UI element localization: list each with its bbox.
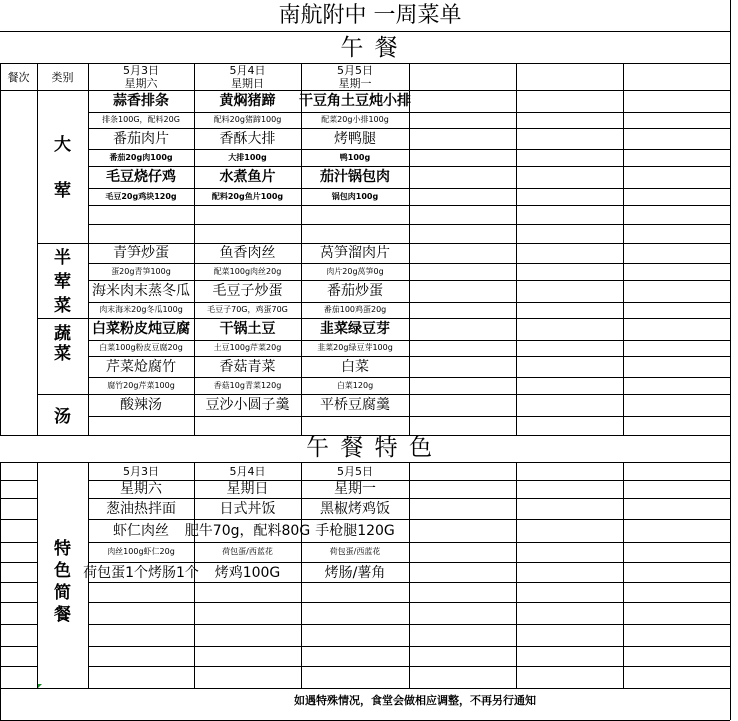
grid-line [37, 462, 38, 688]
grid-line [88, 542, 730, 543]
grid-line [88, 519, 730, 520]
menu-cell: 白菜粉皮炖豆腐 [92, 321, 190, 337]
category-column-header: 类别 [51, 70, 74, 84]
grid-line [88, 188, 730, 189]
grid-line [0, 519, 37, 520]
category-label: 餐 [54, 604, 71, 625]
grid-line [0, 646, 37, 647]
day-date: 5月3日 [123, 64, 159, 77]
grid-line [0, 90, 730, 91]
category-label: 荤 [54, 271, 71, 292]
grid-line [301, 63, 302, 435]
grid-line [37, 318, 88, 319]
menu-cell: 莴笋溜肉片 [320, 245, 390, 261]
menu-cell: 肥牛70g，配料80G [184, 522, 311, 539]
menu-cell: 酸辣汤 [120, 397, 162, 413]
menu-cell: 配料20g猪蹄100g [213, 115, 282, 124]
menu-cell: 荷包蛋/西蓝花 [222, 547, 273, 556]
grid-line [88, 624, 730, 625]
lunch-banner: 午 餐 [340, 34, 400, 61]
menu-cell: 鱼香肉丝 [219, 245, 276, 261]
grid-line [0, 602, 37, 603]
menu-cell: 韭菜绿豆芽 [320, 321, 390, 337]
grid-line [88, 356, 730, 357]
menu-cell: 手枪腿120G [315, 522, 395, 539]
grid-line [88, 394, 730, 395]
menu-cell: 肉片20g莴笋0g [326, 266, 384, 276]
menu-cell: 5月3日 [123, 465, 159, 478]
menu-cell: 星期日 [226, 481, 269, 497]
day-weekday: 星期日 [231, 77, 264, 90]
menu-cell: 肉末海米20g冬瓜100g [99, 305, 183, 314]
grid-line [37, 63, 38, 435]
menu-cell: 配料20g鱼片100g [211, 191, 284, 201]
menu-cell: 星期六 [120, 481, 162, 497]
grid-line [0, 63, 730, 64]
grid-line [88, 112, 730, 113]
menu-cell: 肉丝100g虾仁20g [107, 547, 175, 556]
menu-cell: 白菜100g粉皮豆腐20g [99, 343, 183, 352]
category-label: 色 [54, 560, 71, 581]
menu-cell: 黄焖猪蹄 [219, 93, 276, 109]
grid-line [0, 562, 37, 563]
grid-line [88, 224, 730, 225]
menu-cell: 干锅土豆 [219, 321, 276, 337]
grid-line [88, 166, 730, 167]
grid-line [0, 666, 37, 667]
category-label: 简 [54, 582, 71, 603]
menu-cell: 蛋20g青笋100g [111, 266, 171, 276]
special-banner: 午 餐 特 色 [306, 435, 434, 461]
grid-line [0, 582, 37, 583]
category-label: 荤 [54, 180, 71, 201]
menu-cell: 虾仁肉丝 [113, 522, 169, 539]
menu-cell: 5月4日 [229, 465, 266, 478]
menu-cell: 豆沙小圆子羹 [205, 397, 290, 413]
grid-line [301, 462, 302, 688]
menu-cell: 青笋炒蛋 [113, 245, 169, 261]
menu-cell: 烤鸡100G [214, 565, 281, 581]
menu-cell: 白菜120g [336, 380, 374, 390]
category-label: 菜 [54, 343, 71, 364]
grid-line [194, 462, 195, 688]
menu-cell: 番茄炒蛋 [327, 283, 383, 299]
grid-line [0, 435, 730, 436]
category-label: 半 [54, 247, 71, 268]
grid-line [0, 31, 730, 32]
grid-line [88, 149, 730, 150]
page-title: 南航附中 一周菜单 [278, 2, 462, 28]
menu-cell: 日式丼饭 [219, 500, 276, 517]
grid-line [88, 498, 730, 499]
menu-cell: 毛豆烧仔鸡 [106, 169, 176, 185]
menu-cell: 土豆100g芹菜20g [213, 343, 282, 352]
grid-line [88, 416, 730, 417]
grid-line [88, 340, 730, 341]
grid-line [0, 462, 730, 463]
grid-line [37, 243, 88, 244]
menu-cell: 芹菜炝腐竹 [106, 358, 176, 375]
grid-line [516, 462, 517, 688]
grid-line [88, 377, 730, 378]
grid-line [516, 63, 517, 435]
grid-line [0, 542, 37, 543]
menu-cell: 配菜20g小排100g [321, 115, 389, 124]
grid-line [88, 63, 89, 435]
grid-line [88, 462, 89, 688]
menu-cell: 配菜100g肉丝20g [213, 266, 282, 276]
grid-line [409, 462, 410, 688]
day-date: 5月5日 [337, 64, 373, 77]
menu-cell: 毛豆子70G，鸡蛋70G [207, 305, 288, 314]
menu-cell: 番茄20g肉100g [109, 152, 173, 162]
grid-line [0, 498, 37, 499]
category-label: 特 [54, 538, 71, 559]
menu-cell: 平桥豆腐羹 [320, 397, 390, 413]
menu-cell: 葱油热拌面 [106, 500, 176, 517]
menu-cell: 干豆角土豆炖小排 [299, 93, 411, 109]
menu-cell: 香菇青菜 [219, 358, 276, 375]
grid-line [730, 0, 731, 720]
menu-cell: 鸭100g [339, 152, 371, 162]
menu-cell: 番茄肉片 [113, 130, 169, 147]
menu-cell: 毛豆20g鸡块120g [105, 191, 177, 201]
grid-line [88, 280, 730, 281]
menu-cell: 排条100G，配料20G [102, 115, 180, 124]
footer-note: 如遇特殊情况，食堂会做相应调整，不再另行通知 [294, 693, 536, 707]
grid-line [88, 243, 730, 244]
grid-line [37, 394, 88, 395]
menu-cell: 锅包肉100g [331, 191, 379, 201]
grid-line [88, 205, 730, 206]
menu-cell: 大排100g [228, 152, 267, 162]
menu-cell: 香菇10g青菜120g [213, 380, 282, 390]
category-label: 汤 [54, 406, 71, 427]
grid-line [0, 688, 730, 689]
menu-cell: 荷包蛋/西蓝花 [329, 547, 381, 556]
grid-line [88, 128, 730, 129]
menu-cell: 腐竹20g芹菜100g [107, 380, 175, 390]
grid-line [0, 63, 1, 435]
grid-line [194, 63, 195, 435]
grid-line [0, 624, 37, 625]
grid-line [0, 462, 1, 720]
day-weekday: 星期六 [124, 77, 158, 90]
meal-column-header: 餐次 [7, 70, 30, 84]
category-label: 大 [54, 134, 71, 155]
grid-line [88, 582, 730, 583]
menu-cell: 茄汁锅包肉 [320, 169, 390, 185]
menu-cell: 星期一 [334, 481, 376, 497]
grid-line [0, 480, 37, 481]
grid-line [88, 602, 730, 603]
grid-line [88, 646, 730, 647]
day-weekday: 星期一 [338, 77, 372, 90]
menu-cell: 5月5日 [337, 465, 373, 478]
menu-cell: 毛豆子炒蛋 [212, 283, 283, 299]
menu-cell: 水煮鱼片 [219, 169, 276, 185]
menu-cell: 海米肉末蒸冬瓜 [92, 283, 190, 299]
menu-cell: 韭菜20g绿豆芽100g [317, 343, 393, 352]
menu-cell: 番茄100鸡蛋20g [323, 305, 387, 314]
grid-line [623, 63, 624, 435]
grid-line [88, 666, 730, 667]
menu-cell: 香酥大排 [219, 130, 276, 147]
menu-cell: 黑椒烤鸡饭 [320, 500, 390, 517]
grid-line [88, 263, 730, 264]
grid-line [409, 63, 410, 435]
menu-cell: 蒜香排条 [113, 93, 169, 109]
grid-line [88, 318, 730, 319]
menu-cell: 烤肠/薯角 [324, 565, 386, 581]
category-label: 蔬 [54, 323, 71, 344]
grid-line [88, 562, 730, 563]
day-date: 5月4日 [229, 64, 266, 77]
menu-cell: 荷包蛋1个烤肠1个 [83, 565, 199, 581]
grid-line [623, 462, 624, 688]
menu-cell: 白菜 [341, 358, 369, 375]
category-label: 菜 [54, 295, 71, 316]
grid-line [88, 302, 730, 303]
grid-line [88, 480, 730, 481]
menu-cell: 烤鸭腿 [334, 130, 376, 147]
